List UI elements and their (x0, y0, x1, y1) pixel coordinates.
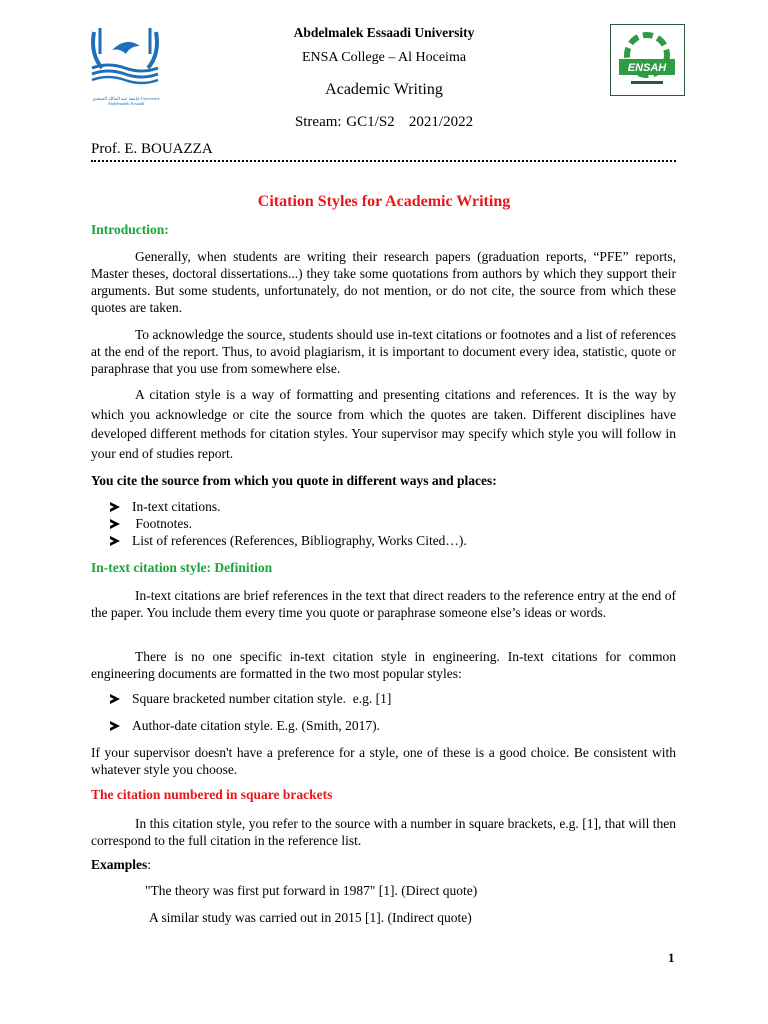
intro-paragraph-1: Generally, when students are writing their research papers (graduation reports, “PFE” reports, Master theses, doctoral dissertations...) they take some quotations from authors by which they support their arguments. But some students, unfortunately, do not mention, or do not cite, the source from which these quotes are taken. (91, 249, 676, 315)
example-item: A similar study was carried out in 2015 [1]. (Indirect quote) (149, 910, 472, 925)
list-item: In-text citations. (110, 499, 220, 515)
professor-name: Prof. E. BOUAZZA (91, 141, 213, 157)
cite-ways-heading: You cite the source from which you quote in different ways and places: (91, 473, 497, 488)
numbered-paragraph-1: In this citation style, you refer to the source with a number in square brackets, e.g. [1], that will then correspond to the full citation in the reference list. (91, 816, 676, 848)
intext-heading: In-text citation style: Definition (91, 560, 273, 575)
college-name: ENSA College – Al Hoceima (301, 50, 467, 65)
list-item: List of references (References, Bibliography, Works Cited…). (110, 533, 467, 549)
intext-paragraph-1: In-text citations are brief references in the text that direct readers to the reference entry at the end of the paper. You include them every time you quote or paraphrase someone else’s ideas or words. (91, 588, 676, 620)
document-title: Citation Styles for Academic Writing (257, 193, 511, 210)
numbered-heading: The citation numbered in square brackets (91, 787, 333, 802)
intro-paragraph-2: To acknowledge the source, students should use in-text citations or footnotes and a list of references at the end of the report. Thus, to avoid plagiarism, it is important to document every idea, statistic, quote or paraphrase that you use from somewhere else. (91, 327, 676, 376)
example-item: "The theory was first put forward in 1987" [1]. (Direct quote) (145, 883, 478, 898)
arrow-bullet-icon (110, 519, 120, 529)
stream-info: Stream: GC1/S2 2021/2022 (294, 114, 474, 130)
arrow-bullet-icon (110, 721, 120, 731)
arrow-bullet-icon (110, 536, 120, 546)
university-name: Abdelmalek Essaadi University (293, 25, 475, 40)
intext-paragraph-3: If your supervisor doesn't have a preference for a style, one of these is a good choice. Be consistent with whatever style you choose. (91, 745, 676, 777)
course-title: Academic Writing (325, 81, 443, 98)
examples-label: Examples: (91, 857, 152, 872)
list-item: Author-date citation style. E.g. (Smith, 2017). (110, 718, 380, 734)
arrow-bullet-icon (110, 502, 120, 512)
intext-paragraph-2: There is no one specific in-text citation style in engineering. In-text citations for common engineering documents are formatted in the two most popular styles: (91, 649, 676, 681)
ensah-logo-text: ENSAH (627, 62, 667, 74)
university-logo-caption: جامعة عبد المالك السعدي Université Abdelmalek Essaadi (92, 96, 160, 106)
dotted-divider (91, 160, 676, 162)
page-number: 1 (668, 950, 675, 965)
list-item: Square bracketed number citation style. e.g. [1] (110, 691, 391, 707)
introduction-heading: Introduction: (91, 222, 169, 237)
list-item: Footnotes. (110, 516, 192, 532)
intro-paragraph-3: A citation style is a way of formatting and presenting citations and references. It is the way by which you acknowledge or cite the source from which the quotes are taken. Different disciplines have developed different methods for citation styles. Your supervisor may specify which style you will follow in your end of studies report. (91, 387, 676, 461)
arrow-bullet-icon (110, 694, 120, 704)
